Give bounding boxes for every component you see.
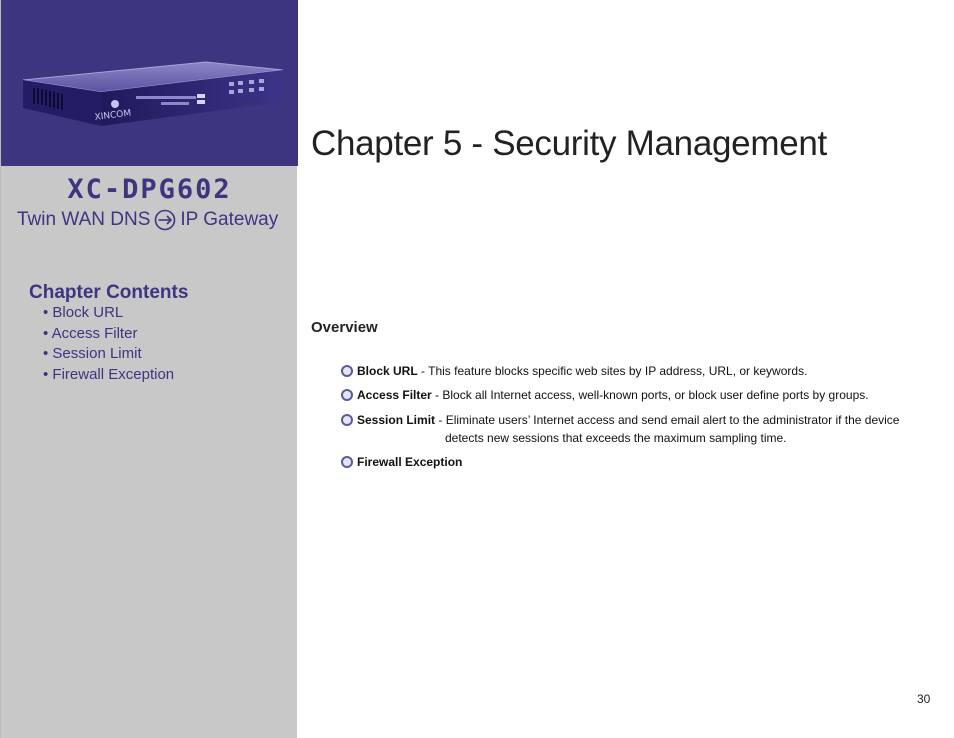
overview-item-text [357, 362, 807, 380]
svg-text:XINCOM: XINCOM [94, 108, 132, 123]
overview-item-firewall-exception [341, 453, 462, 471]
bullet-ring-icon [341, 365, 353, 377]
model-subtitle-right: IP Gateway [180, 209, 279, 230]
model-subtitle-left: Twin WAN DNS [17, 209, 151, 230]
overview-term: Access Filter [357, 388, 432, 402]
chapter-title: Chapter 5 - Security Management [311, 124, 827, 163]
overview-item-text [357, 411, 899, 447]
model-subtitle [17, 209, 278, 231]
overview-item-access-filter [341, 386, 869, 404]
overview-desc: - This feature blocks specific web sites by IP address, URL, or keywords. [417, 364, 808, 378]
overview-item-block-url [341, 362, 807, 380]
chapter-contents-list [43, 303, 174, 385]
contents-item-block-url[interactable]: • Block URL [43, 304, 124, 321]
overview-term: Session Limit [357, 413, 436, 427]
overview-item-session-limit [341, 411, 899, 447]
model-name: XC-DPG602 [67, 174, 232, 205]
section-heading: Overview [311, 319, 378, 336]
contents-item-firewall-exception[interactable]: • Firewall Exception [43, 365, 175, 383]
overview-desc: - Block all Internet access, well-known ports, or block user define ports by groups. [431, 388, 869, 402]
contents-item-session-limit[interactable]: • Session Limit [43, 345, 142, 362]
bullet-ring-icon [341, 456, 353, 468]
overview-item-text [357, 386, 869, 404]
page-number: 30 [917, 692, 931, 706]
overview-term: Firewall Exception [357, 455, 463, 469]
overview-desc-continued: detects new sessions that exceeds the maximum sampling time. [445, 431, 787, 445]
arrow-circle-icon [154, 209, 176, 231]
bullet-ring-icon [341, 389, 353, 401]
router-device-image [1, 0, 298, 166]
overview-term: Block URL [357, 364, 418, 378]
overview-desc: - Eliminate users’ Internet access and send email alert to the administrator if the device [435, 413, 900, 427]
chapter-contents-title: Chapter Contents [29, 282, 189, 303]
contents-item-access-filter[interactable]: • Access Filter [43, 324, 138, 342]
sidebar [0, 0, 297, 738]
product-banner [1, 0, 298, 166]
overview-item-text [357, 453, 462, 471]
bullet-ring-icon [341, 414, 353, 426]
